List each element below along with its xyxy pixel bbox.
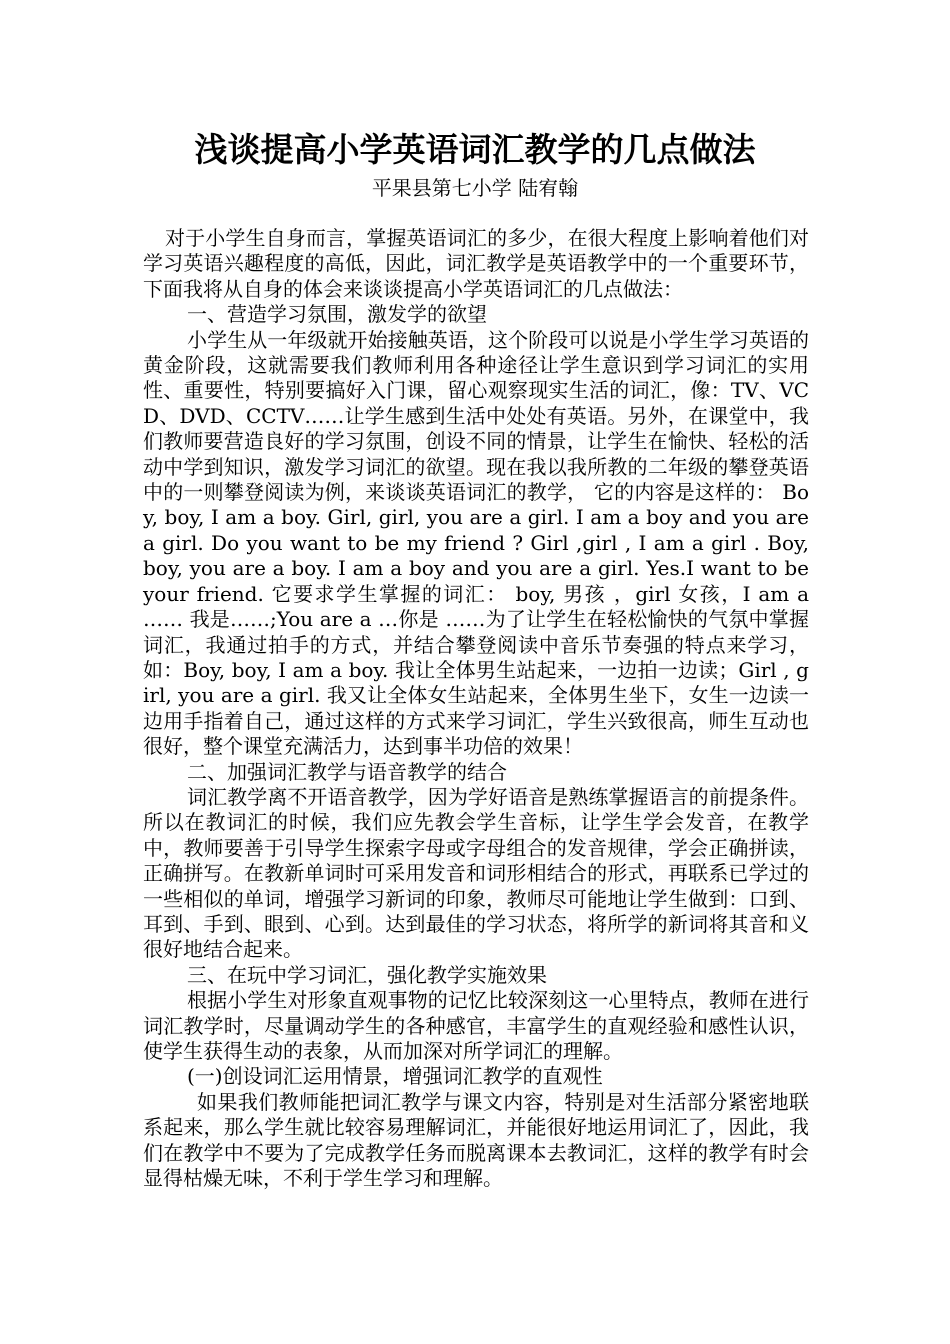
document-body: [143, 226, 809, 1191]
document-author: 平果县第七小学 陆宥翰: [371, 176, 579, 200]
section-heading-3: 三、在玩中学习词汇，强化教学实施效果: [187, 962, 547, 987]
paragraph-section-2: 词汇教学离不开语音教学，因为学好语音是熟练掌握语言的前提条件。所以在教词汇的时候，我们应先教会学生音标，让学生学会发音，在教学中，教师要善于引导学生探索字母或字母组合的发音规律，学会正确拼读，正确拼写。在教新单词时可采用发音和词形相结合的形式，再联系已学过的一些相似的单词，增强学习新词的印象，教师尽可能地让学生做到：口到、耳到、手到、眼到、心到。达到最佳的学习状态，将所学的新词将其音和义很好地结合起来。: [143, 784, 809, 962]
paragraph-subsection-1: 如果我们教师能把词汇教学与课文内容，特别是对生活部分紧密地联系起来，那么学生就比较容易理解词汇，并能很好地运用词汇了，因此，我们在教学中不要为了完成教学任务而脱离课本去教词汇，这样的教学有时会显得枯燥无味，不利于学生学习和理解。: [143, 1089, 809, 1191]
section-heading-2: 二、加强词汇教学与语音教学的结合: [187, 759, 507, 784]
section-heading-1: 一、营造学习氛围，激发学的欲望: [187, 302, 487, 327]
paragraph-intro: 对于小学生自身而言，掌握英语词汇的多少，在很大程度上影响着他们对学习英语兴趣程度的高低，因此，词汇教学是英语教学中的一个重要环节，下面我将从自身的体会来谈谈提高小学英语词汇的几点做法：: [143, 226, 809, 301]
paragraph-section-3: 根据小学生对形象直观事物的记忆比较深刻这一心里特点，教师在进行词汇教学时，尽量调动学生的各种感官，丰富学生的直观经验和感性认识，使学生获得生动的表象，从而加深对所学词汇的理解。: [143, 988, 809, 1063]
paragraph-section-1: 小学生从一年级就开始接触英语，这个阶段可以说是小学生学习英语的黄金阶段，这就需要我们教师利用各种途径让学生意识到学习词汇的实用性、重要性，特别要搞好入门课，留心观察现实生活的词汇，像：TV、VCD、DVD、CCTV……让学生感到生活中处处有英语。另外，在课堂中，我们教师要营造良好的学习氛围，创设不同的情景，让学生在愉快、轻松的活动中学到知识，激发学习词汇的欲望。现在我以我所教的二年级的攀登英语中的一则攀登阅读为例，来谈谈英语词汇的教学， 它的内容是这样的： Boy, boy, I am a boy. Girl, girl, you are a girl. I am a boy and you are a girl. Do you want to be my friend ? Girl ,girl , I am a girl . Boy, boy, you are a boy. I am a boy and you are a girl. Yes.I want to be your friend. 它要求学生掌握的词汇： boy, 男孩 ，girl 女孩，I am a …… 我是……;You are a …你是 ……为了让学生在轻松愉快的气氛中掌握词汇，我通过拍手的方式，并结合攀登阅读中音乐节奏强的特点来学习，如：Boy, boy, I am a boy. 我让全体男生站起来，一边拍一边读；Girl , girl, you are a girl. 我又让全体女生站起来，全体男生坐下，女生一边读一边用手指着自己，通过这样的方式来学习词汇，学生兴致很高，师生互动也很好，整个课堂充满活力，达到事半功倍的效果！: [143, 327, 809, 759]
subsection-heading-1: (一)创设词汇运用情景，增强词汇教学的直观性: [187, 1064, 603, 1089]
document-title: 浅谈提高小学英语词汇教学的几点做法: [194, 130, 756, 169]
